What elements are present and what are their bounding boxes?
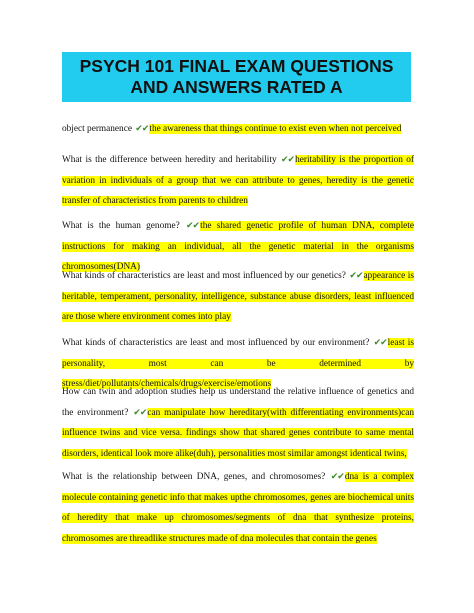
qa-item-1: [62, 119, 414, 140]
checkmark-icon: ✔✔: [349, 271, 363, 281]
qa-item-2: [62, 150, 414, 212]
checkmark-icon: ✔✔: [135, 124, 149, 134]
qa-item-4: [62, 266, 414, 328]
qa-item-6: [62, 382, 414, 464]
question-text: object permanence: [62, 124, 132, 134]
answer-text: least is personality, most can be determined by stress/diet/pollutants/chemicals/drugs/exercise/emotions: [62, 338, 415, 389]
checkmark-icon: ✔✔: [281, 155, 295, 165]
answer-text: heritability is the proportion of variation in individuals of a group that we can attribute to genes, heredity is the genetic transfer of characteristics from parents to children: [62, 155, 415, 206]
checkmark-icon: ✔✔: [186, 221, 200, 231]
checkmark-icon: ✔✔: [373, 338, 387, 348]
answer-text: the shared genetic profile of human DNA, complete instructions for making an individual, all the genetic material in the organisms chromosomes(DNA): [62, 221, 414, 272]
question-text: What is the relationship between DNA, genes, and chromosomes?: [62, 472, 326, 482]
qa-item-7: [62, 467, 414, 549]
checkmark-icon: ✔✔: [133, 407, 147, 418]
question-text: What is the human genome?: [62, 221, 180, 231]
answer-text: appearance is heritable, temperament, personality, intelligence, substance abuse disorders, least influenced are those where environment comes into play: [62, 271, 414, 322]
answer-text: the awareness that things continue to exist even when not perceived: [149, 124, 402, 134]
answer-text: dna is a complex molecule containing genetic info that makes upthe chromosomes, genes are biochemical units of heredity that make up chromosomes/segments of dna that synthesize proteins, chromosomes are threadlike structures made of dna molecules that contain the genes: [62, 472, 414, 544]
document-title: PSYCH 101 FINAL EXAM QUESTIONS AND ANSWERS RATED A: [62, 52, 411, 102]
question-text: What is the difference between heredity and heritability: [62, 155, 277, 165]
question-text: What kinds of characteristics are least and most influenced by our genetics?: [62, 271, 346, 281]
question-text: What kinds of characteristics are least and most influenced by our environment?: [62, 338, 370, 348]
checkmark-icon: ✔✔: [330, 472, 344, 482]
question-text: How can twin and adoption studies help us understand the relative influence of genetics and the environment?: [62, 387, 414, 418]
answer-text: can manipulate how hereditary(with differentiating environments)can influence twins and vice versa. findings show that shared genes contribute to same mental disorders, identical look more alike(duh), personalities most similar amongst identical twins,: [62, 407, 414, 459]
